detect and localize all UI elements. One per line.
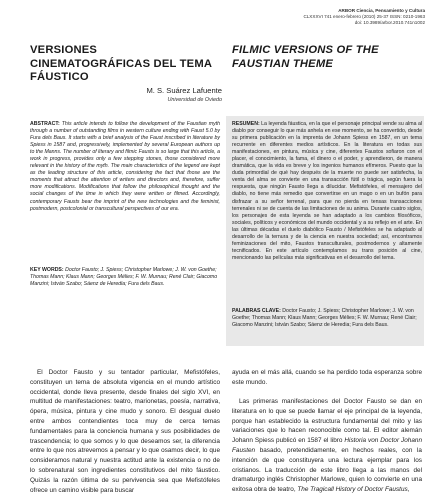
resumen-text: La leyenda fáustica, en la que el personaje principal vende su alma al diablo por conseguir lo que más anhela en ese momento, se ha convertido, desde su primera publicación en la imprenta de Johann Spiess en 1587, en un tema recurrente en diferentes medios artísticos. En la literatura en todas sus manifestaciones, en pintura, música y cine, diferentes Faustos sofiaron con el placer, el conocimiento, la fama, el dinero o el poder, y aprendieron, de manera dramática, que la vida es breve y los ingenios humanos efímeros. Puesto que la duda primordial de qué hay después de la muerte no puede ser satisfecha, la venta del alma se convierte en una transacción fútil o trágica, según fuera la respuesta, que ningún Fausto llega a dilucidar. Mefistófeles, el mensajero del diablo, no tiene más remedio que convertirse en un mago o en un bufón para disfrazar a su señor terrenal, para que no pierda en tensas transacciones terrenales ni se de cuenta de las limitaciones de su anima. Durante cuatro siglos, los personajes de esta leyenda se han adaptado a los cambios filosóficos, sociales, políticos y económicos del mundo occidental y a su reflejo en el arte. En las últimas décadas el duelo diabólico Fausto / Mefistófeles se ha adaptado al desarrollo de la ternura y de la ciencia en nuestra sociedad; así, encontramos feminizaciones del mito, Faustos transculturales, postmodernos y altamente tecnificados. En este artículo contemplamos su trans posición al cine, mencionando las películas más significativas en el desarrollo del tema. <box>232 121 422 261</box>
keywords-label: KEY WORDS: <box>30 267 64 273</box>
abstract-label: ABSTRACT: <box>30 121 60 127</box>
body-right-text-a: Las primeras manifestaciones del Doctor Fausto se dan en literatura en lo que se puede llamar el eje principal de la leyenda, porque han establecido la estructura fundamental del mito y las variaciones que lo hacen reconocible como tal. El editor alemán Johann Spiess publicó en 1587 el libro <box>232 398 422 445</box>
keywords-english <box>30 267 220 288</box>
journal-header <box>225 8 425 25</box>
journal-name: ARBOR Ciencia, Pensamiento y Cultura <box>338 8 425 13</box>
journal-doi: doi: 10.3989/arbor.2010.741n1002 <box>354 19 425 25</box>
title-spanish: VERSIONES CINEMATOGRÁFICAS DEL TEMA FÁUSTICO <box>30 44 212 83</box>
palabras-clave <box>232 308 420 329</box>
resumen-label: RESUMEN: <box>232 121 260 127</box>
journal-issue: CLXXXVI 741 enero-febrero (2010) 25-37 ISSN: 0210-1963 <box>303 13 425 19</box>
body-right-text-c: basado, pretendidamente, en hechos reales, con la intención de que constituyera una lectura ejemplar para los cristianos. La traducción de este libro llega a las manos del dramaturgo inglés Christopher Marlowe, quien lo convierte en una exitosa obra de teatro, <box>232 446 422 494</box>
play-title-marlowe: The Tragicall History of Doctor Faustus, <box>297 486 410 494</box>
palabras-clave-text: Doctor Fausto; J. Spiess; Christopher Marlowe; J. W. von Goethe; Thomas Mann; Klaus Mann; Georges Mélies; F. W. Murnau; René Clair; Giacomo Manzini; István Szabo; Sáenz de Heredia; Fura dels Baus. <box>232 308 417 329</box>
author-name: M. S. Suárez Lafuente <box>146 86 222 95</box>
title-english: FILMIC VERSIONS OF THE FAUSTIAN THEME <box>232 44 379 70</box>
book-title-spiess: Historia von Doctor Johann Fausten <box>232 437 422 454</box>
body-text-right-continuation: ayuda en el más allá, cuando se ha perdido toda esperanza sobre este mundo. <box>232 369 422 386</box>
abstract-english <box>30 121 220 213</box>
author-affiliation: Universidad de Oviedo <box>167 97 222 103</box>
palabras-clave-label: PALABRAS CLAVE: <box>232 308 281 314</box>
resumen-spanish <box>232 121 422 262</box>
abstract-text: This article intends to follow the development of the Faustian myth through a number of outstanding films in western culture ending with Faust 5.0 by Fura dels Baus. It starts with a brief analysis of the Faust inscribed in literature by Spiess in 1587 and, progressively, implemented by several European authors up to the Manns. The number of literary and filmic Fausts is so large that this article, a work in progress, provides only a few stepping stones, those considered more relevant in the history of the myth. The main characteristics of the legend are kept as the leading structure of this article, considering the fact that those are the moments that attract the attention of writers and directors and, therefore, suffer more modifications. Modifications that follow the philosophical thought and the social changes of the time in which they were written or filmed. Accordingly, contemporary Fausts bear the imprint of the new technologies and the feminist, postmodern, postcolonial or transcultural perspectives of our era. <box>30 121 220 212</box>
body-text-left-column: El Doctor Fausto y su tentador particular, Mefistófeles, constituyen un tema de absoluta vigencia en el mundo artístico occidental, donde lleva presente, desde finales del siglo XVI, en multitud de manifestaciones: teatro, marionetas, poesía, narrativa, ópera, música, pintura y cine mudo y sonoro. El desgual duelo entre ambos contendientes toca muy de cerca temas fundamentales para la conciencia humana y sus posibilidades de trascendencia; lo que somos y lo que deseamos ser, la diferencia entre lo que nos atrevemos a pensar y lo que osamos decir, lo que consideramos natural y nuestra actitud ante la existencia o no de lo sobrenatural son ingredientes constitutivos del mito fáustico. Quizás la razón última de su pervivencia sea que Mefistófeles ofrece un camino visible para buscar <box>30 369 220 494</box>
keywords-text: Doctor Fausto; J. Spiess; Christopher Marlowe; J. W. von Goethe; Thomas Mann; Klaus Mann; Georges Mélies; F. W. Murnau; René Clair; Giacomo Manzini; István Szabo; Sáenz de Heredia; Fura dels Baus. <box>30 267 218 288</box>
body-text-right-paragraph <box>232 397 422 495</box>
